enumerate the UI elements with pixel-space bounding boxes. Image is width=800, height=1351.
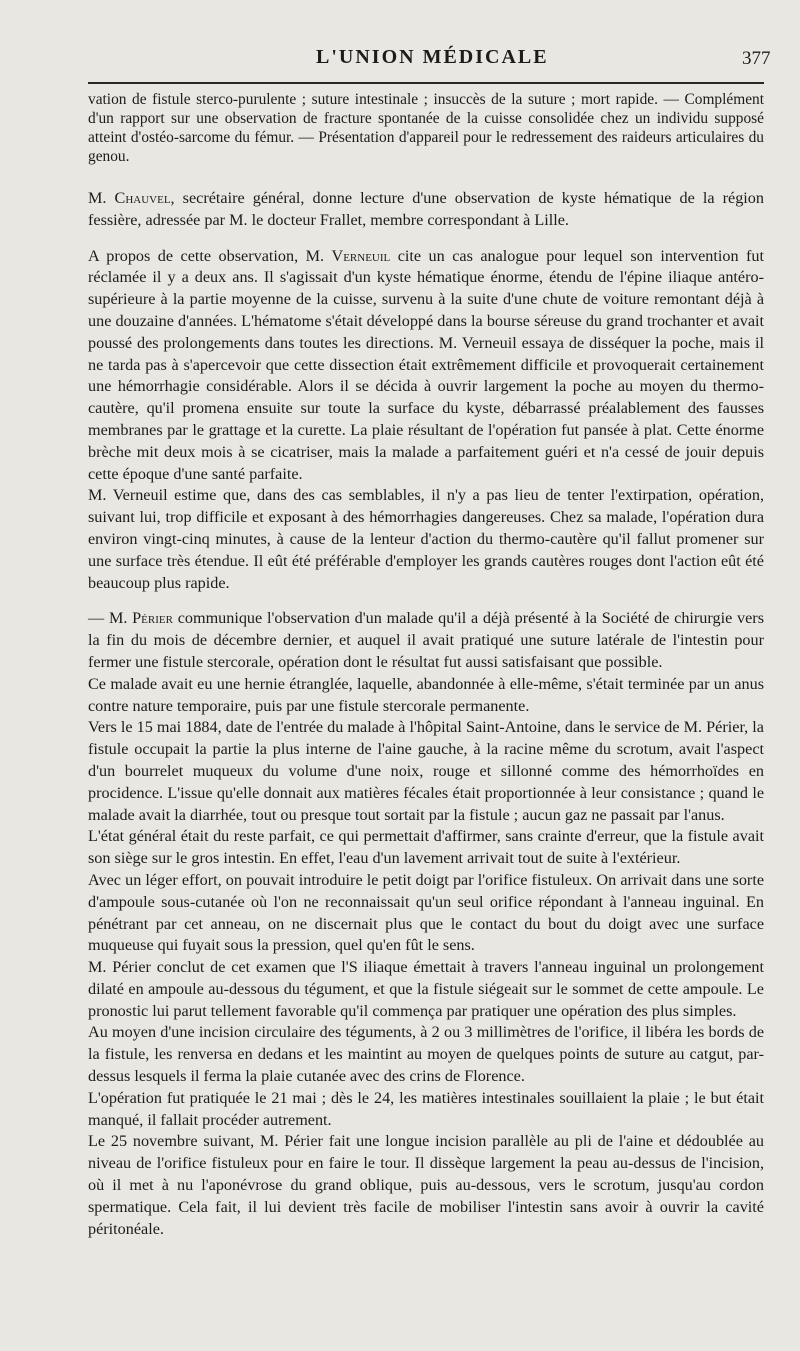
paragraph-chauvel xyxy=(88,188,764,232)
paragraph-lead: M. xyxy=(88,189,115,207)
session-summary: vation de fistule sterco-purulente ; suture intestinale ; insuccès de la suture ; mort rapide. — Complément d'un rapport sur une observation de fracture spontanée de la cuisse consolidée chez un individu supposé atteint d'ostéo-sarcome du fémur. — Présentation d'appareil pour le redressement des raideurs articulaires du genou. xyxy=(88,91,764,165)
speaker-name: Périer xyxy=(132,609,173,628)
paragraph-hernie: Ce malade avait eu une hernie étranglée, laquelle, abandonnée à elle-même, s'était terminée par un anus contre nature temporaire, puis par une fistule stercorale permanente. xyxy=(88,674,764,715)
paragraph-etat-general: L'état général était du reste parfait, ce qui permettait d'affirmer, sans crainte d'erreur, que la fistule avait son siège sur le gros intestin. En effet, l'eau d'un lavement arrivait tout de suite à l'extérieur. xyxy=(88,827,764,868)
speaker-name: Verneuil xyxy=(331,246,391,265)
paragraph-incision: Au moyen d'une incision circulaire des téguments, à 2 ou 3 millimètres de l'orifice, il libéra les bords de la fistule, les renversa en dedans et les maintint au moyen de quelques points de suture au catgut, par-dessus lesquels il ferma la plaie cutanée avec des crins de Florence. xyxy=(88,1023,764,1086)
paragraph-text: , secrétaire général, donne lecture d'une observation de kyste hématique de la région fessière, adressée par M. le docteur Frallet, membre correspondant à Lille. xyxy=(88,189,764,229)
paragraph-text: cite un cas analogue pour lequel son intervention fut réclamée il y a deux ans. Il s'agissait d'un kyste hématique énorme, étendu de l'épine iliaque antéro-supérieure à la partie moyenne de la cuisse, survenu à la suite d'une chute de voiture remontant déjà à une douzaine d'années. L'hématome s'était développé dans la bourse séreuse du grand trochanter et avait poussé des prolongements dans toutes les directions. M. Verneuil essaya de disséquer la poche, mais il ne tarda pas à s'apercevoir que cette dissection était extrêmement difficile et provoquerait certainement une hémorrhagie considérable. Alors il se décida à ouvrir largement la poche au moyen du thermo-cautère, qu'il promena ensuite sur toute la surface du kyste, débarrassé préalablement des fausses membranes par le grattage et la curette. La plaie résultant de l'opération fut pansée à plat. Cette énorme brèche mit deux mois à se cicatriser, mais la malade a parfaitement guéri et n'a cessé de jouir depuis cette époque d'une santé parfaite. xyxy=(88,246,764,483)
page-number: 377 xyxy=(742,48,771,69)
paragraph-novembre: Le 25 novembre suivant, M. Périer fait une longue incision parallèle au pli de l'aine et dédoublée au niveau de l'orifice fistuleux pour en faire le tour. Il dissèque largement la peau au-dessus de l'incision, où il met à nu l'aponévrose du grand oblique, puis au-dessous, vers le scrotum, jusqu'au cordon spermatique. Cela fait, il lui devient très facile de mobiliser l'intestin sans avoir à ouvrir la cavité péritonéale. xyxy=(88,1132,764,1238)
paragraph-conclusion: M. Périer conclut de cet examen que l'S iliaque émettait à travers l'anneau inguinal un prolongement dilaté en ampoule au-dessous du tégument, et que la fistule siégeait sur le sommet de cette ampoule. Le pronostic lui parut tellement favorable qu'il commença par pratiquer une opération des plus simples. xyxy=(88,958,764,1020)
paragraph-perier xyxy=(88,608,764,673)
paragraph-text: communique l'observation d'un malade qu'il a déjà présenté à la Société de chirurgie vers la fin du mois de décembre dernier, et auquel il avait pratiqué une suture latérale de l'intestin pour fermer une fistule stercorale, opération dont le résultat fut aussi satisfaisant que possible. xyxy=(88,609,764,671)
paragraph-lead: — M. xyxy=(88,609,133,628)
page-header xyxy=(0,46,800,76)
paragraph-operation: L'opération fut pratiquée le 21 mai ; dès le 24, les matières intestinales souillaient la plaie ; le but était manqué, il fallait procéder autrement. xyxy=(88,1088,764,1129)
paragraph-examen: Avec un léger effort, on pouvait introduire le petit doigt par l'orifice fistuleux. On arrivait dans une sorte d'ampoule sous-cutanée où l'on ne reconnaissait qu'un seul orifice répondant à l'anneau inguinal. En pénétrant par cet anneau, on ne discernait plus que le contact du bout du doigt avec une surface muqueuse qui fuyait sous la pression, quel qu'en fût le sens. xyxy=(88,870,764,955)
paragraph-verneuil xyxy=(88,246,764,486)
paragraph-lead: A propos de cette observation, M. xyxy=(88,246,332,265)
running-title: L'UNION MÉDICALE xyxy=(316,46,549,68)
article-body xyxy=(88,90,764,1240)
paragraph-verneuil-opinion: M. Verneuil estime que, dans des cas semblables, il n'y a pas lieu de tenter l'extirpation, opération, suivant lui, trop difficile et exposant à des hémorrhagies dangereuses. Chez sa malade, l'opération dura environ vingt-cinq minutes, à cause de la lenteur d'action du thermo-cautère qu'il fallut promener sur une surface très étendue. Il eût été préférable d'employer les grands cautères rouges dont l'action eût été beaucoup plus rapide. xyxy=(88,486,764,592)
header-rule xyxy=(88,82,764,84)
paragraph-entree: Vers le 15 mai 1884, date de l'entrée du malade à l'hôpital Saint-Antoine, dans le service de M. Périer, la fistule occupait la partie la plus interne de l'aine gauche, à la racine même du scrotum, avait l'aspect d'un bourrelet muqueux du volume d'une noix, rouge et sillonné comme des hémorrhoïdes en procidence. L'issue qu'elle donnait aux matières fécales était proportionnée à leur consistance ; quand le malade avait la diarrhée, tout ou presque tout sortait par la fistule ; aucun gaz ne passait par l'anus. xyxy=(88,718,764,824)
speaker-name: Chauvel xyxy=(114,189,171,207)
